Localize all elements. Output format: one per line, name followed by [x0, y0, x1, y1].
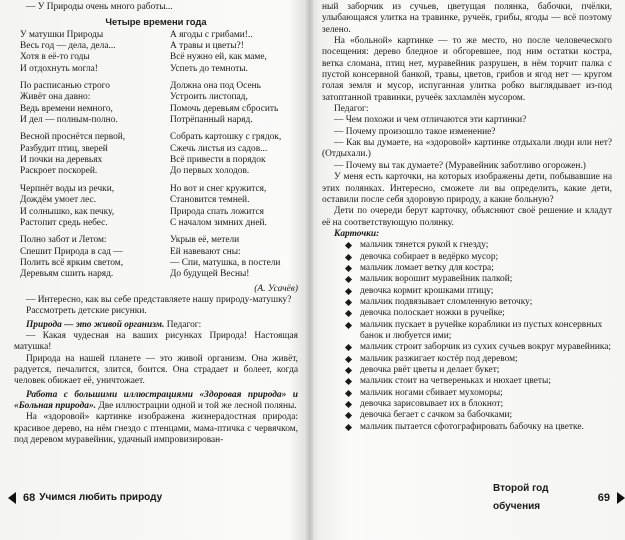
left-footer-title: Учимся любить природу: [39, 492, 163, 503]
card-item: мальчик ногами сбивает мухоморы;: [346, 388, 612, 399]
poem-right-column: [170, 30, 298, 287]
poem-left-column: [20, 30, 158, 287]
poem-line: Дождём умоет лес.: [20, 195, 97, 206]
right-paragraph-3: У меня есть карточки, на которых изображены дети, побывавшие на этих полянках. Интересно, сможете ли вы определить, какие дети, оставили после себя здоровую природу, а какие больную?: [322, 172, 612, 205]
poem-line: Разбудит птиц, зверей: [20, 143, 108, 154]
card-item: мальчик ломает ветку для костра;: [346, 263, 612, 274]
section2-intro: Две иллюстрации одной и той же лесной поляны.: [96, 401, 297, 411]
card-item: девочка бегает с сачком за бабочками;: [346, 410, 612, 421]
card-item: мальчик разжигает костёр под деревом;: [346, 354, 612, 365]
poem-line: Но вот и снег кружится,: [170, 183, 267, 194]
cards-list: [322, 240, 612, 433]
teacher-label: Педагог:: [334, 104, 369, 115]
poem-stanza: [20, 81, 158, 126]
poem-stanza: [170, 81, 298, 126]
poem-stanza: [170, 30, 298, 75]
poem-line: Всё нужно ей, как маме,: [170, 52, 267, 63]
poem-line: А травы и цветы?!: [170, 41, 244, 52]
question-2: — Почему произошло такое изменение?: [334, 126, 496, 137]
poem-stanza: [20, 132, 158, 177]
poem-line: Живёт она давно:: [20, 92, 91, 103]
poem-line: И солнышко, как печку,: [20, 206, 115, 217]
left-footer: [8, 489, 162, 507]
left-page-number: 68: [23, 492, 36, 504]
poem-line: Весь год — дела, дела...: [20, 41, 116, 52]
poem-line: Спешит Природа в сад —: [20, 246, 123, 257]
consider-text: Рассмотреть детские рисунки.: [26, 306, 147, 317]
right-paragraph-4: Дети по очереди берут карточку, объясняют своё решение и кладут её на соответствующую полянку.: [322, 206, 612, 228]
book-spine: [305, 0, 315, 540]
right-page: [322, 2, 612, 510]
poem-line: Растопит средь небес.: [20, 217, 108, 228]
poem-line: Сжечь листья из садов...: [170, 143, 268, 154]
card-item: девочка полоскает ножки в ручейке;: [346, 308, 612, 319]
poem-line: Всё привести в порядок: [170, 155, 266, 166]
cards-label: Карточки:: [334, 228, 380, 239]
section1-teacher: Педагог:: [164, 319, 202, 330]
section1-quote: — Какая чудесная на ваших рисунках Природа! Настоящая матушка!: [14, 330, 298, 353]
section2-paragraph: [14, 390, 298, 413]
question-text: — Интересно, как вы себе представляете нашу природу-матушку?: [26, 294, 292, 305]
poem-author: (А. Усачёв): [254, 283, 298, 294]
card-item: девочка собирает в ведёрко мусор;: [346, 252, 612, 263]
poem-stanza: [170, 132, 298, 177]
arrow-left-icon: [8, 492, 16, 504]
poem-line: Успеть до темноты.: [170, 63, 248, 74]
poem-line: Потрёпанный наряд.: [170, 115, 253, 126]
question-3: — Как вы думаете, на «здоровой» картинке отдыхали люди или нет? (Отдыхали.): [322, 138, 612, 160]
poem-line: С началом зимних дней.: [170, 217, 267, 228]
card-item: девочка рвёт цветы и делает букет;: [346, 365, 612, 376]
poem-line: И отдохнуть могла!: [20, 63, 98, 74]
poem-line: По расписанью строго: [20, 81, 110, 92]
section1-text: Природа на нашей планете — это живой организм. Она живёт, радуется, печалится, злится, боится. Она страдает и болеет, когда человек обижает её, уничтожает.: [14, 353, 298, 387]
section1-heading: Природа — это живой организм.: [26, 319, 165, 330]
section2-text: На «здоровой» картинке изображена жизнерадостная природа: красивое дерево, на нём гнездо с птенцами, мама-птичка с червячком, под деревом муравейник, удачный импровизирован-: [14, 412, 298, 446]
poem-line: Весной проснётся первой,: [20, 132, 126, 143]
poem-line: Природа спать ложится: [170, 206, 264, 217]
poem-line: Должна она под Осень: [170, 81, 261, 92]
poem-line: И почки на деревьях: [20, 155, 103, 166]
poem-stanza: [170, 184, 298, 229]
poem-line: Полить всё ярким светом,: [20, 257, 124, 268]
left-page: [14, 2, 298, 510]
right-paragraph-1: ный заборчик из сучьев, цветущая полянка, бабочки, пчёлки, улыбающаяся улитка на травинке, ручеёк, грибы, ягоды — всё поэтому зелено.: [322, 2, 612, 35]
card-item: мальчик строит заборчик из сухих сучьев вокруг муравейника;: [346, 342, 612, 353]
poem-line: А ягоды с грибами!..: [170, 29, 253, 40]
poem-line: Черпнёт воды из речки,: [20, 183, 115, 194]
card-item: мальчик стоит на четвереньках и нюхает цветы;: [346, 376, 612, 387]
poem-line: И дел — полным-полно.: [20, 115, 118, 126]
poem-line: Хотя в её-то годы: [20, 52, 90, 63]
intro-line: — У Природы очень много работы...: [26, 2, 173, 12]
right-page-number: 69: [597, 492, 610, 504]
poem-line: Становится темней.: [170, 195, 250, 206]
right-footer-title: Второй год обучения: [493, 483, 549, 512]
poem-line: Деревьям сшить наряд.: [20, 269, 114, 280]
poem-title: Четыре времени года: [105, 16, 207, 28]
card-item: девочка зарисовывает их в блокнот;: [346, 399, 612, 410]
poem-line: Раскроет поскорей.: [20, 166, 98, 177]
card-item: мальчик подвязывает сломленную веточку;: [346, 297, 612, 308]
poem-line: Помочь деревьям сбросить: [170, 103, 279, 114]
card-item: мальчик пытается сфотографировать бабочку на цветке.: [346, 422, 612, 433]
section2-heading: Работа с большими иллюстрациями «Здоровая природа» и «Больная природа».: [14, 389, 298, 411]
card-item: мальчик тянется рукой к гнезду;: [346, 240, 612, 251]
poem-line: У матушки Природы: [20, 29, 104, 40]
right-paragraph-2: На «больной» картинке — то же место, но после человеческого посещения: дерево бледное и обгоревшее, под ним остатки костра, ветка сломана, птиц нет, муравейник разрушен, в нём торчит палка с пустой консервной банкой, травы, цветов, грибов и ягод нет — кругом голая земля и мусор, испуганная улитка робко выглядывает из-под затоптанной травинки, ручеёк захламлён мусором.: [322, 36, 612, 103]
poem-line: Ей навевают сны:: [170, 246, 241, 257]
arrow-right-icon: [617, 492, 625, 504]
poem-line: — Спи, матушка, в постели: [170, 257, 281, 268]
question-1: — Чем похожи и чем отличаются эти картинки?: [334, 115, 527, 126]
card-item: мальчик пускает в ручейке кораблики из пустых консервных банок и любуется ими;: [346, 320, 612, 343]
poem-line: До первых холодов.: [170, 166, 250, 177]
question-4: — Почему вы так думаете? (Муравейник заботливо огорожен.): [334, 160, 586, 171]
poem-line: Полно забот и Летом:: [20, 235, 107, 246]
poem-line: Укрыв её, метели: [170, 235, 240, 246]
poem-stanza: [20, 30, 158, 75]
right-footer: [493, 483, 625, 512]
card-item: мальчик ворошит муравейник палкой;: [346, 274, 612, 285]
poem-line: Устроить листопад,: [170, 92, 248, 103]
section1-paragraph: [14, 320, 298, 331]
card-item: девочка кормит крошками птицу;: [346, 286, 612, 297]
poem-stanza: [20, 184, 158, 229]
poem-stanza: [170, 235, 298, 280]
poem-stanza: [20, 235, 158, 280]
poem-line: До будущей Весны!: [170, 269, 250, 280]
poem: [14, 30, 298, 287]
poem-line: Ведь времени немного,: [20, 103, 113, 114]
poem-line: Собрать картошку с грядок,: [170, 132, 282, 143]
